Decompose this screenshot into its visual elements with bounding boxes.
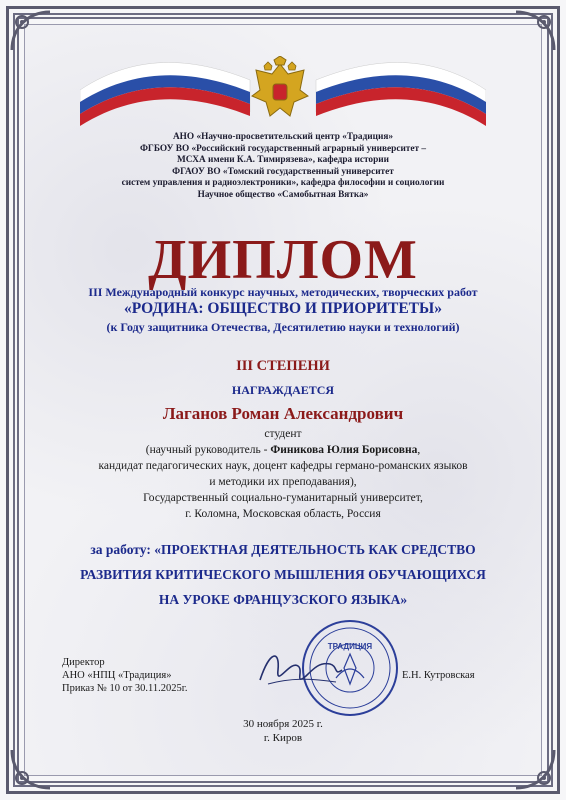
recipient-detail: г. Коломна, Московская область, Россия <box>185 508 381 520</box>
handwritten-signature-icon <box>250 640 350 700</box>
supervisor-prefix: (научный руководитель - <box>145 444 271 456</box>
issue-city: г. Киров <box>263 732 303 744</box>
recipient-detail: Государственный социально-гуманитарный университет, <box>143 492 423 504</box>
organizer-line: систем управления и радиоэлектроники», кафедра философии и социологии <box>121 178 445 188</box>
organizer-line: ФГАОУ ВО «Томский государственный университет <box>172 166 394 177</box>
diploma-title: ДИПЛОМ <box>148 229 418 291</box>
work-title-line: РАЗВИТИЯ КРИТИЧЕСКОГО МЫШЛЕНИЯ ОБУЧАЮЩИХСЯ <box>80 567 486 582</box>
issue-date: 30 ноября 2025 г. <box>243 718 323 730</box>
order-reference: Приказ № 10 от 30.11.2025г. <box>62 683 188 694</box>
corner-ornament-icon <box>512 8 558 54</box>
recipient-detail: и методики их преподавания), <box>209 476 357 488</box>
corner-ornament-icon <box>512 746 558 792</box>
supervisor-line <box>0 444 566 456</box>
recipient-role: студент <box>264 428 302 440</box>
work-title-line: НА УРОКЕ ФРАНЦУЗСКОГО ЯЗЫКА» <box>158 592 408 607</box>
coat-of-arms-icon <box>248 56 312 126</box>
recipient-detail: кандидат педагогических наук, доцент кафедры германо-романских языков <box>98 460 468 472</box>
corner-ornament-icon <box>8 746 54 792</box>
corner-ornament-icon <box>8 8 54 54</box>
stamp-text: ТРАДИЦИЯ <box>327 642 373 651</box>
supervisor-suffix: , <box>417 444 421 456</box>
signer-position: Директор <box>62 657 105 668</box>
organizer-line: ФГБОУ ВО «Российский государственный аграрный университет – <box>139 143 427 154</box>
degree: III СТЕПЕНИ <box>236 358 330 374</box>
contest-name: «РОДИНА: ОБЩЕСТВО И ПРИОРИТЕТЫ» <box>124 300 442 317</box>
signer-org: АНО «НПЦ «Традиция» <box>62 670 172 681</box>
contest-dedication: (к Году защитника Отечества, Десятилетию науки и технологий) <box>106 320 460 334</box>
work-title-line: за работу: «ПРОЕКТНАЯ ДЕЯТЕЛЬНОСТЬ КАК СРЕДСТВО <box>90 542 476 557</box>
supervisor-name: Финикова Юлия Борисовна <box>270 444 418 456</box>
organizer-line: Научное общество «Самобытная Вятка» <box>197 189 369 200</box>
recipient-name: Лаганов Роман Александрович <box>162 404 404 423</box>
organizer-line: МСХА имени К.А. Тимирязева», кафедра истории <box>177 155 389 165</box>
organizer-line: АНО «Научно-просветительский центр «Традиция» <box>172 132 394 142</box>
contest-line: III Международный конкурс научных, методических, творческих работ <box>88 285 478 299</box>
signer-name: Е.Н. Кутровская <box>402 670 475 681</box>
awarded-label: НАГРАЖДАЕТСЯ <box>231 383 335 397</box>
